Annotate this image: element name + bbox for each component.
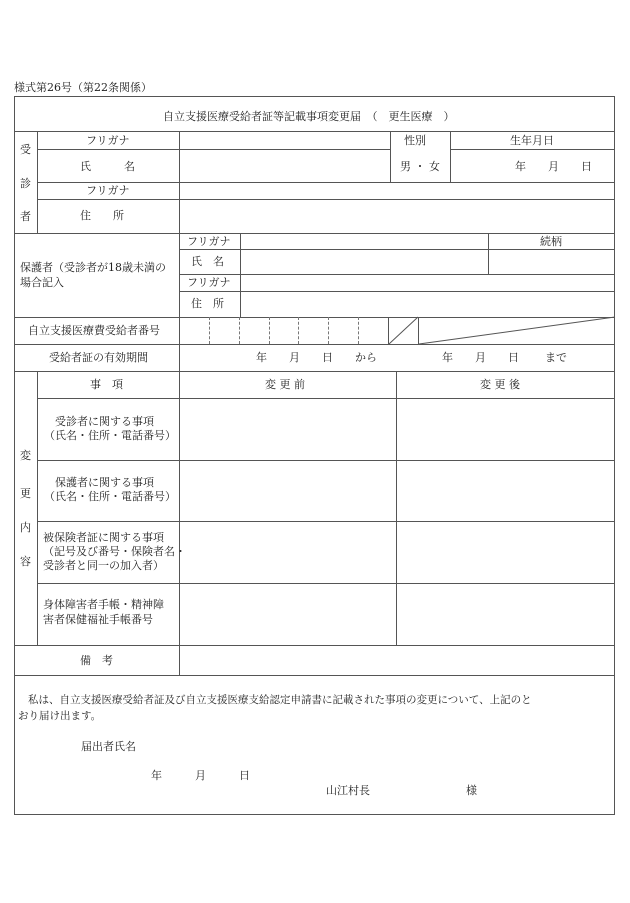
recipient-number-label: 自立支援医療費受給者番号: [28, 324, 160, 337]
item-header: 事 項: [90, 378, 123, 391]
validity-label: 受給者証の有効期間: [49, 351, 148, 364]
guardian-address-label: 住 所: [191, 297, 224, 310]
change-item-label: 受診者と同一の加入者）: [43, 559, 164, 572]
guardian-label-cont: 場合記入: [20, 276, 64, 289]
remarks-label: 備 考: [80, 654, 113, 667]
patient-section-char: 診: [20, 177, 31, 190]
change-item-label: 被保険者証に関する事項: [43, 531, 164, 544]
applicant-name-label: 届出者氏名: [81, 740, 136, 753]
patient-furigana2-label: フリガナ: [86, 184, 130, 197]
before-header: 変 更 前: [265, 378, 305, 391]
declaration-text: 私は、自立支援医療受給者証及び自立支援医療支給認定申請書に記載された事項の変更について、上記のと: [28, 694, 532, 706]
guardian-name-label: 氏 名: [191, 255, 224, 268]
birthdate-label: 生年月日: [510, 134, 554, 147]
patient-furigana-label: フリガナ: [86, 134, 130, 147]
patient-section-char: 者: [20, 210, 31, 223]
declaration-text-cont: おり届け出ます。: [18, 710, 102, 722]
changes-section-char: 更: [20, 487, 31, 500]
unused-box-slash: [389, 317, 418, 344]
changes-section-char: 容: [20, 555, 31, 568]
relation-label: 続柄: [540, 235, 562, 248]
birthdate-field[interactable]: 年 月 日: [515, 160, 592, 173]
validity-from-word: から: [355, 351, 377, 364]
gender-label: 性別: [404, 134, 426, 147]
patient-section-char: 受: [20, 143, 31, 156]
change-item-label: 害者保健福祉手帳番号: [43, 613, 153, 626]
patient-name-label: 氏 名: [80, 160, 135, 173]
unused-area-slash: [419, 317, 615, 344]
guardian-label: 保護者（受診者が18歳未満の: [20, 261, 166, 274]
validity-to-date[interactable]: 年 月 日: [442, 351, 519, 364]
form-title: 自立支援医療受給者証等記載事項変更届 （ 更生医療 ）: [163, 110, 455, 123]
guardian-furigana-label: フリガナ: [187, 235, 231, 248]
addressee: 山江村長: [326, 784, 370, 797]
change-item-label: （氏名・住所・電話番号）: [44, 490, 176, 503]
guardian-furigana2-label: フリガナ: [187, 276, 231, 289]
patient-address-label: 住 所: [80, 209, 124, 222]
after-header: 変 更 後: [480, 378, 520, 391]
gender-options[interactable]: 男 ・ 女: [400, 160, 440, 173]
change-item-label: 保護者に関する事項: [55, 476, 154, 489]
changes-section-char: 内: [20, 521, 31, 534]
change-item-label: 受診者に関する事項: [55, 415, 154, 428]
validity-from-date[interactable]: 年 月 日: [256, 351, 333, 364]
change-item-label: 身体障害者手帳・精神障: [43, 598, 164, 611]
declaration-date[interactable]: 年 月 日: [151, 769, 250, 782]
form-number: 様式第26号（第22条関係）: [14, 81, 152, 94]
change-item-label: （氏名・住所・電話番号）: [44, 429, 176, 442]
changes-section-char: 変: [20, 449, 31, 462]
honorific: 様: [466, 784, 477, 797]
validity-to-word: まで: [545, 351, 567, 364]
change-item-label: （記号及び番号・保険者名・: [43, 545, 186, 558]
